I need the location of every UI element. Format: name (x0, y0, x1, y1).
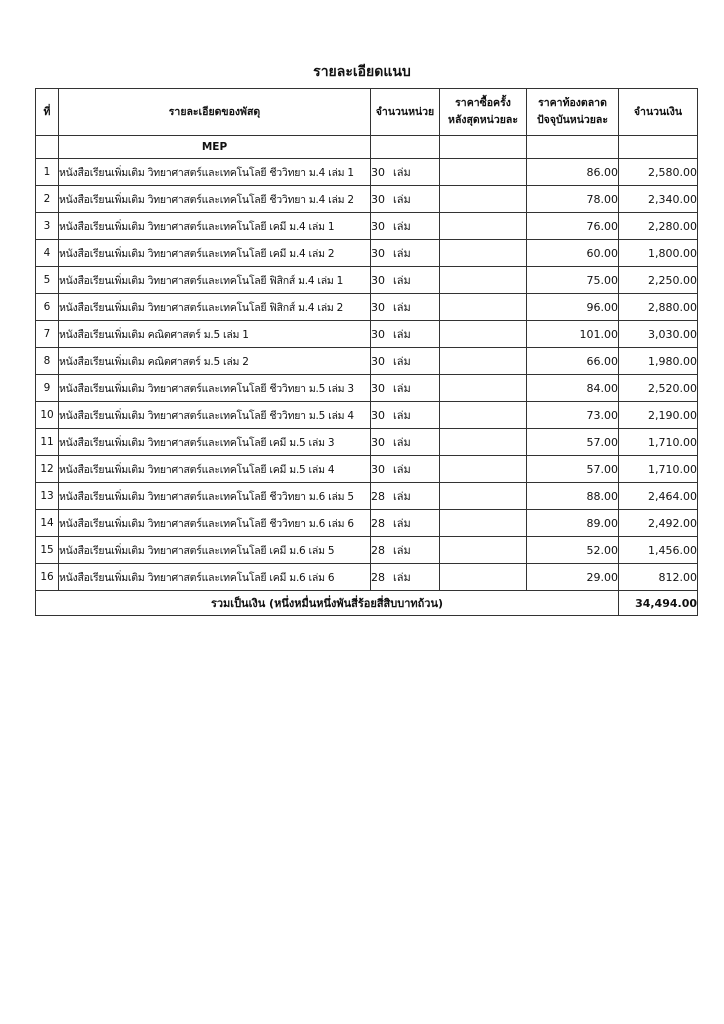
items-table (35, 88, 698, 616)
row-quantity-unit: เล่ม (393, 166, 411, 179)
header-market-price (527, 89, 619, 136)
row-amount: 2,250.00 (619, 267, 698, 294)
row-market-price: 86.00 (527, 159, 619, 186)
row-amount: 1,710.00 (619, 429, 698, 456)
row-amount: 2,280.00 (619, 213, 698, 240)
row-quantity-unit: เล่ม (393, 436, 411, 449)
row-last-price (440, 375, 527, 402)
group-last-price-cell (440, 136, 527, 159)
table-row (36, 483, 698, 510)
row-amount: 2,492.00 (619, 510, 698, 537)
row-last-price (440, 402, 527, 429)
row-quantity (371, 510, 440, 537)
row-description: หนังสือเรียนเพิ่มเติม วิทยาศาสตร์และเทคโนโลยี ชีววิทยา ม.6 เล่ม 6 (59, 510, 371, 537)
row-market-price: 84.00 (527, 375, 619, 402)
row-quantity-value: 30 (371, 166, 385, 179)
group-qty-cell (371, 136, 440, 159)
header-no: ที่ (36, 89, 59, 136)
row-quantity (371, 348, 440, 375)
row-quantity-unit: เล่ม (393, 328, 411, 341)
row-description: หนังสือเรียนเพิ่มเติม วิทยาศาสตร์และเทคโนโลยี ชีววิทยา ม.4 เล่ม 2 (59, 186, 371, 213)
row-amount: 2,190.00 (619, 402, 698, 429)
row-no: 14 (36, 510, 59, 537)
row-description: หนังสือเรียนเพิ่มเติม คณิตศาสตร์ ม.5 เล่ม 2 (59, 348, 371, 375)
row-amount: 1,710.00 (619, 456, 698, 483)
row-quantity-value: 30 (371, 274, 385, 287)
row-quantity-unit: เล่ม (393, 517, 411, 530)
row-quantity (371, 456, 440, 483)
row-quantity-value: 30 (371, 382, 385, 395)
row-last-price (440, 321, 527, 348)
row-quantity-value: 30 (371, 301, 385, 314)
row-quantity (371, 483, 440, 510)
header-last-price-line-2: หลังสุดหน่วยละ (448, 114, 518, 126)
row-quantity-unit: เล่ม (393, 193, 411, 206)
row-no: 2 (36, 186, 59, 213)
page-title: รายละเอียดแนบ (313, 64, 411, 80)
total-row (36, 591, 698, 616)
row-amount: 2,880.00 (619, 294, 698, 321)
row-amount: 3,030.00 (619, 321, 698, 348)
row-quantity (371, 429, 440, 456)
row-description: หนังสือเรียนเพิ่มเติม วิทยาศาสตร์และเทคโนโลยี เคมี ม.6 เล่ม 5 (59, 537, 371, 564)
table-row (36, 402, 698, 429)
row-quantity (371, 564, 440, 591)
row-market-price: 52.00 (527, 537, 619, 564)
row-last-price (440, 510, 527, 537)
table-row (36, 240, 698, 267)
row-amount: 2,580.00 (619, 159, 698, 186)
table-row (36, 429, 698, 456)
row-quantity (371, 186, 440, 213)
row-no: 3 (36, 213, 59, 240)
table-row (36, 375, 698, 402)
row-description: หนังสือเรียนเพิ่มเติม วิทยาศาสตร์และเทคโนโลยี ชีววิทยา ม.5 เล่ม 3 (59, 375, 371, 402)
row-no: 6 (36, 294, 59, 321)
table-row (36, 159, 698, 186)
row-market-price: 89.00 (527, 510, 619, 537)
row-quantity-value: 28 (371, 544, 385, 557)
table-row (36, 564, 698, 591)
row-description: หนังสือเรียนเพิ่มเติม วิทยาศาสตร์และเทคโนโลยี ชีววิทยา ม.4 เล่ม 1 (59, 159, 371, 186)
row-market-price: 60.00 (527, 240, 619, 267)
table-row (36, 213, 698, 240)
row-last-price (440, 294, 527, 321)
row-no: 10 (36, 402, 59, 429)
row-no: 7 (36, 321, 59, 348)
row-quantity-unit: เล่ม (393, 544, 411, 557)
row-quantity-value: 30 (371, 247, 385, 260)
row-description: หนังสือเรียนเพิ่มเติม วิทยาศาสตร์และเทคโนโลยี เคมี ม.5 เล่ม 3 (59, 429, 371, 456)
row-quantity-unit: เล่ม (393, 571, 411, 584)
header-last-price (440, 89, 527, 136)
row-no: 11 (36, 429, 59, 456)
row-last-price (440, 564, 527, 591)
row-no: 12 (36, 456, 59, 483)
row-quantity-unit: เล่ม (393, 382, 411, 395)
row-market-price: 75.00 (527, 267, 619, 294)
row-no: 9 (36, 375, 59, 402)
row-amount: 2,464.00 (619, 483, 698, 510)
row-market-price: 78.00 (527, 186, 619, 213)
row-quantity-value: 30 (371, 409, 385, 422)
row-quantity (371, 159, 440, 186)
row-market-price: 57.00 (527, 429, 619, 456)
row-quantity-value: 30 (371, 328, 385, 341)
row-quantity-unit: เล่ม (393, 490, 411, 503)
row-last-price (440, 429, 527, 456)
row-quantity-unit: เล่ม (393, 220, 411, 233)
table-row (36, 186, 698, 213)
row-quantity-unit: เล่ม (393, 301, 411, 314)
row-quantity (371, 321, 440, 348)
header-amount: จำนวนเงิน (619, 89, 698, 136)
row-amount: 1,980.00 (619, 348, 698, 375)
table-row (36, 294, 698, 321)
row-quantity-unit: เล่ม (393, 355, 411, 368)
group-row (36, 136, 698, 159)
row-amount: 2,520.00 (619, 375, 698, 402)
row-quantity-value: 30 (371, 463, 385, 476)
row-quantity (371, 537, 440, 564)
row-amount: 1,456.00 (619, 537, 698, 564)
row-no: 8 (36, 348, 59, 375)
total-label: รวมเป็นเงิน (หนึ่งหมื่นหนึ่งพันสี่ร้อยสี่สิบบาทถ้วน) (36, 591, 619, 616)
row-market-price: 96.00 (527, 294, 619, 321)
row-no: 13 (36, 483, 59, 510)
table-row (36, 510, 698, 537)
row-description: หนังสือเรียนเพิ่มเติม วิทยาศาสตร์และเทคโนโลยี เคมี ม.6 เล่ม 6 (59, 564, 371, 591)
row-market-price: 88.00 (527, 483, 619, 510)
row-quantity-value: 28 (371, 571, 385, 584)
table-row (36, 267, 698, 294)
row-market-price: 29.00 (527, 564, 619, 591)
header-description: รายละเอียดของพัสดุ (59, 89, 371, 136)
row-description: หนังสือเรียนเพิ่มเติม วิทยาศาสตร์และเทคโนโลยี เคมี ม.4 เล่ม 1 (59, 213, 371, 240)
row-last-price (440, 186, 527, 213)
header-last-price-line-1: ราคาซื้อครั้ง (455, 97, 511, 109)
total-value: 34,494.00 (619, 591, 698, 616)
table-row (36, 537, 698, 564)
row-amount: 812.00 (619, 564, 698, 591)
row-quantity-unit: เล่ม (393, 463, 411, 476)
group-market-price-cell (527, 136, 619, 159)
row-market-price: 66.00 (527, 348, 619, 375)
row-description: หนังสือเรียนเพิ่มเติม วิทยาศาสตร์และเทคโนโลยี ชีววิทยา ม.6 เล่ม 5 (59, 483, 371, 510)
row-quantity (371, 375, 440, 402)
row-last-price (440, 537, 527, 564)
row-amount: 2,340.00 (619, 186, 698, 213)
row-quantity-unit: เล่ม (393, 274, 411, 287)
row-market-price: 101.00 (527, 321, 619, 348)
row-no: 4 (36, 240, 59, 267)
group-label: MEP (59, 136, 371, 159)
row-description: หนังสือเรียนเพิ่มเติม คณิตศาสตร์ ม.5 เล่ม 1 (59, 321, 371, 348)
row-description: หนังสือเรียนเพิ่มเติม วิทยาศาสตร์และเทคโนโลยี เคมี ม.4 เล่ม 2 (59, 240, 371, 267)
row-quantity-value: 30 (371, 355, 385, 368)
row-quantity-value: 30 (371, 220, 385, 233)
row-quantity-unit: เล่ม (393, 247, 411, 260)
header-quantity: จำนวนหน่วย (371, 89, 440, 136)
row-no: 16 (36, 564, 59, 591)
row-no: 1 (36, 159, 59, 186)
row-last-price (440, 456, 527, 483)
table-header-row (36, 89, 698, 136)
row-last-price (440, 267, 527, 294)
row-last-price (440, 483, 527, 510)
group-no-cell (36, 136, 59, 159)
row-quantity-value: 28 (371, 490, 385, 503)
row-quantity (371, 213, 440, 240)
row-quantity-unit: เล่ม (393, 409, 411, 422)
row-no: 15 (36, 537, 59, 564)
header-market-price-line-2: ปัจจุบันหน่วยละ (536, 114, 609, 126)
row-description: หนังสือเรียนเพิ่มเติม วิทยาศาสตร์และเทคโนโลยี เคมี ม.5 เล่ม 4 (59, 456, 371, 483)
row-last-price (440, 348, 527, 375)
row-last-price (440, 213, 527, 240)
table-row (36, 348, 698, 375)
row-market-price: 76.00 (527, 213, 619, 240)
group-amount-cell (619, 136, 698, 159)
row-no: 5 (36, 267, 59, 294)
row-quantity-value: 30 (371, 436, 385, 449)
row-quantity (371, 267, 440, 294)
row-market-price: 73.00 (527, 402, 619, 429)
row-market-price: 57.00 (527, 456, 619, 483)
row-description: หนังสือเรียนเพิ่มเติม วิทยาศาสตร์และเทคโนโลยี ฟิสิกส์ ม.4 เล่ม 1 (59, 267, 371, 294)
row-quantity-value: 28 (371, 517, 385, 530)
table-row (36, 321, 698, 348)
row-quantity (371, 240, 440, 267)
row-quantity-value: 30 (371, 193, 385, 206)
row-quantity (371, 294, 440, 321)
row-description: หนังสือเรียนเพิ่มเติม วิทยาศาสตร์และเทคโนโลยี ชีววิทยา ม.5 เล่ม 4 (59, 402, 371, 429)
row-description: หนังสือเรียนเพิ่มเติม วิทยาศาสตร์และเทคโนโลยี ฟิสิกส์ ม.4 เล่ม 2 (59, 294, 371, 321)
row-quantity (371, 402, 440, 429)
row-amount: 1,800.00 (619, 240, 698, 267)
row-last-price (440, 240, 527, 267)
row-last-price (440, 159, 527, 186)
table-row (36, 456, 698, 483)
header-market-price-line-1: ราคาท้องตลาด (538, 97, 607, 109)
